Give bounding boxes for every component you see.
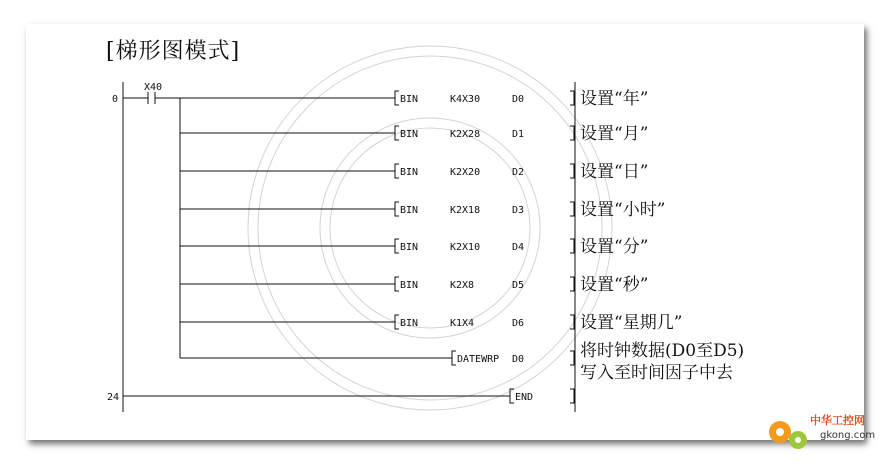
watermark-brand: 中华工控网	[810, 414, 865, 427]
instruction-destination: D1	[512, 129, 525, 140]
instruction-destination: D6	[512, 318, 525, 329]
watermark-url: gkong.com	[820, 430, 876, 441]
instruction-bracket-right	[570, 277, 574, 291]
instruction-bracket-left	[395, 164, 399, 178]
instruction-bracket-left	[395, 202, 399, 216]
instruction-bracket-left	[395, 239, 399, 253]
instruction-source: K2X8	[450, 280, 475, 291]
instruction-source: K2X20	[450, 167, 481, 178]
rung-comment: 写入至时间因子中去	[580, 363, 733, 383]
instruction-op: DATEWRP	[457, 354, 500, 365]
instruction-op: BIN	[400, 318, 419, 329]
instruction-op: BIN	[400, 129, 419, 140]
end-instruction: END	[515, 392, 534, 403]
instruction-bracket-right	[570, 202, 574, 216]
instruction-bracket-right	[570, 164, 574, 178]
instruction-op: BIN	[400, 242, 419, 253]
rung-comment: 设置“星期几”	[580, 313, 683, 333]
instruction-destination: D3	[512, 205, 525, 216]
instruction-source: K2X18	[450, 205, 481, 216]
instruction-bracket-left	[395, 91, 399, 105]
instruction-destination: D5	[512, 280, 525, 291]
instruction-destination: D0	[512, 354, 525, 365]
rung-comment: 设置“分”	[580, 237, 649, 257]
page-title: [梯形图模式]	[106, 39, 241, 64]
rung-comment: 设置“月”	[580, 124, 649, 144]
rung-comment: 设置“秒”	[580, 275, 649, 295]
instruction-source: K2X28	[450, 129, 481, 140]
instruction-bracket-left	[452, 351, 456, 365]
instruction-source: K2X10	[450, 242, 481, 253]
step-number-end: 24	[107, 392, 120, 403]
instruction-op: BIN	[400, 167, 419, 178]
instruction-bracket-right	[570, 351, 574, 365]
instruction-source: K1X4	[450, 318, 475, 329]
instruction-destination: D2	[512, 167, 525, 178]
rung-comment: 设置“年”	[580, 89, 649, 109]
rung-comment: 设置“日”	[580, 162, 649, 182]
step-number-start: 0	[112, 94, 119, 105]
watermark-copyright	[248, 46, 612, 410]
instruction-op: BIN	[400, 94, 419, 105]
rung-comment: 将时钟数据(D0至D5)	[580, 341, 745, 361]
instruction-bracket-right	[570, 239, 574, 253]
instruction-destination: D4	[512, 242, 525, 253]
instruction-op: BIN	[400, 205, 419, 216]
instruction-source: K4X30	[450, 94, 481, 105]
instruction-bracket-right	[570, 91, 574, 105]
contact-label: X40	[144, 82, 163, 93]
rung-comment: 设置“小时”	[580, 200, 666, 220]
instruction-bracket-left	[395, 277, 399, 291]
instruction-op: BIN	[400, 280, 419, 291]
no-contact-symbol	[123, 92, 180, 104]
instruction-destination: D0	[512, 94, 525, 105]
